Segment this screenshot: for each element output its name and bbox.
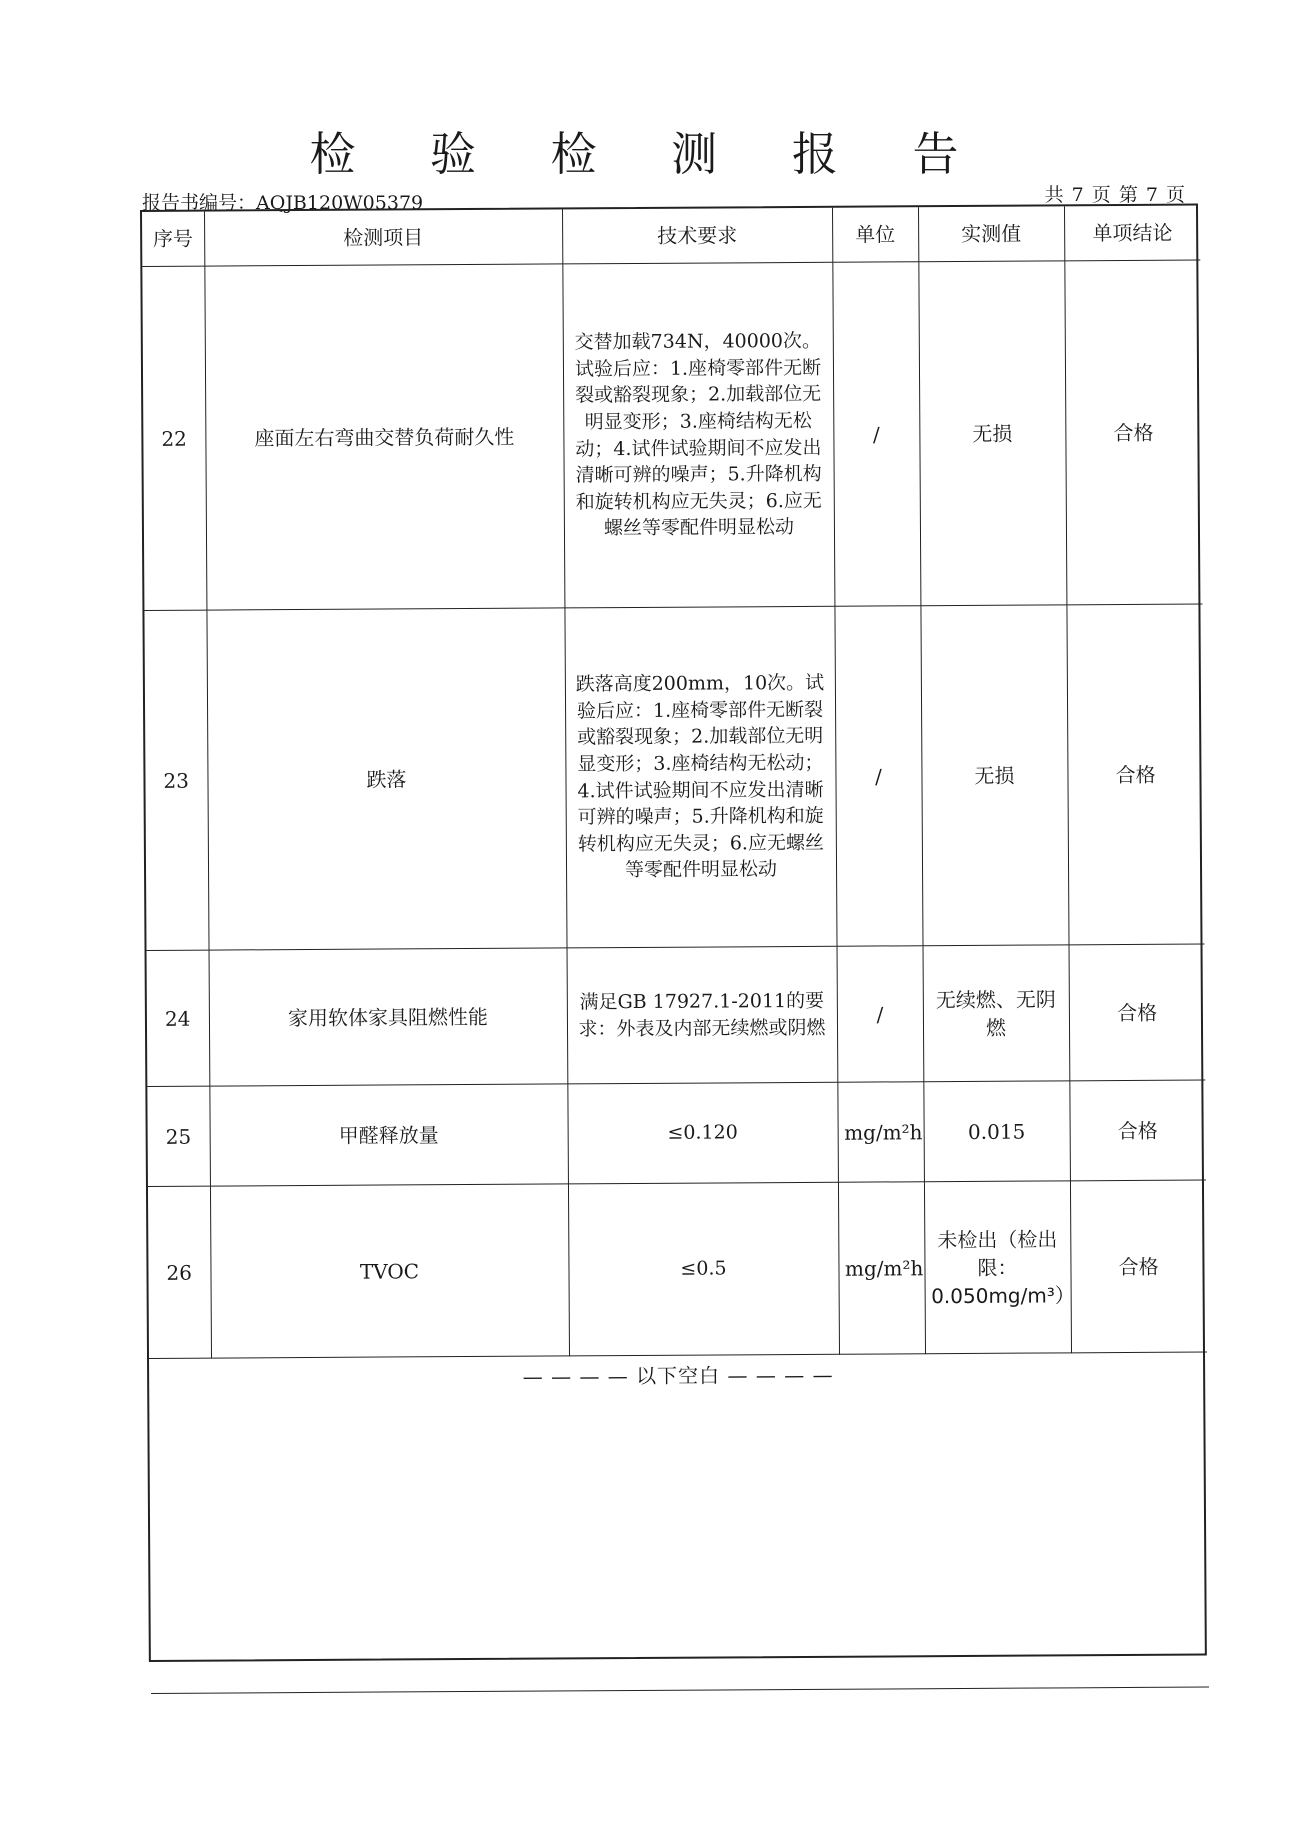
table-row <box>147 1080 1206 1186</box>
cell-no: 26 <box>148 1186 211 1358</box>
cell-unit: mg/m²h <box>838 1182 925 1355</box>
cell-measured: 无续燃、无阴燃 <box>923 945 1070 1082</box>
cell-item: 跌落 <box>206 608 566 950</box>
cell-conclusion: 合格 <box>1070 1180 1207 1353</box>
report-table-frame <box>140 204 1207 1662</box>
table-row <box>148 1180 1207 1358</box>
page-title: 检 验 检 测 报 告 <box>309 127 989 181</box>
cell-item: 家用软体家具阻燃性能 <box>209 948 568 1086</box>
page-info: 共 7 页 第 7 页 <box>1044 184 1186 206</box>
header-conclusion: 单项结论 <box>1064 206 1200 261</box>
cell-conclusion: 合格 <box>1069 944 1206 1081</box>
cell-unit: mg/m²h <box>837 1082 924 1183</box>
table-header-row <box>142 206 1200 267</box>
cell-conclusion: 合格 <box>1066 604 1204 945</box>
cell-item: 座面左右弯曲交替负荷耐久性 <box>204 264 564 610</box>
cell-measured: 无损 <box>918 261 1066 606</box>
cell-no: 25 <box>147 1086 210 1186</box>
table-row <box>144 604 1204 950</box>
blank-area <box>149 1387 1209 1693</box>
blank-cell <box>149 1352 1209 1693</box>
header-measured: 实测值 <box>918 206 1064 261</box>
header-item: 检测项目 <box>204 209 562 266</box>
cell-requirement: 跌落高度200mm，10次。试验后应：1.座椅零部件无断裂或豁裂现象；2.加载部位无明显变形；3.座椅结构无松动；4.试件试验期间不应发出清晰可辨的噪声；5.升降机构和旋转机构应无失灵；6.应无螺丝等零配件明显松动 <box>564 606 836 948</box>
cell-requirement: ≤0.120 <box>567 1082 838 1184</box>
cell-item: 甲醛释放量 <box>209 1084 568 1186</box>
header-unit: 单位 <box>832 207 918 262</box>
cell-unit: / <box>834 606 922 947</box>
table-row <box>142 260 1202 610</box>
blank-row <box>149 1352 1209 1693</box>
cell-no: 22 <box>142 266 206 610</box>
cell-conclusion: 合格 <box>1069 1080 1206 1181</box>
blank-note: — — — — 以下空白 — — — — <box>522 1362 834 1389</box>
header-no: 序号 <box>142 212 204 267</box>
report-number-value: AQJB120W05379 <box>256 192 424 214</box>
cell-item: TVOC <box>210 1184 569 1358</box>
report-number-label: 报告书编号： <box>142 192 257 214</box>
cell-unit: / <box>832 262 920 607</box>
cell-unit: / <box>837 946 924 1083</box>
cell-measured: 未检出（检出限：0.050mg/m³） <box>924 1181 1071 1354</box>
header-requirement: 技术要求 <box>562 208 832 264</box>
cell-requirement: 交替加载734N，40000次。试验后应：1.座椅零部件无断裂或豁裂现象；2.加载部位无明显变形；3.座椅结构无松动；4.试件试验期间不应发出清晰可辨的噪声；5.升降机构和旋转机构应无失灵；6.应无螺丝等零配件明显松动 <box>562 262 834 608</box>
cell-no: 23 <box>144 610 208 950</box>
cell-no: 24 <box>147 950 210 1086</box>
report-table <box>142 206 1209 1694</box>
cell-conclusion: 合格 <box>1064 260 1202 605</box>
table-row <box>147 944 1206 1086</box>
cell-requirement: 满足GB 17927.1-2011的要求：外表及内部无续燃或阴燃 <box>567 946 838 1084</box>
cell-measured: 无损 <box>920 605 1068 946</box>
cell-requirement: ≤0.5 <box>568 1182 839 1356</box>
cell-measured: 0.015 <box>923 1081 1070 1182</box>
